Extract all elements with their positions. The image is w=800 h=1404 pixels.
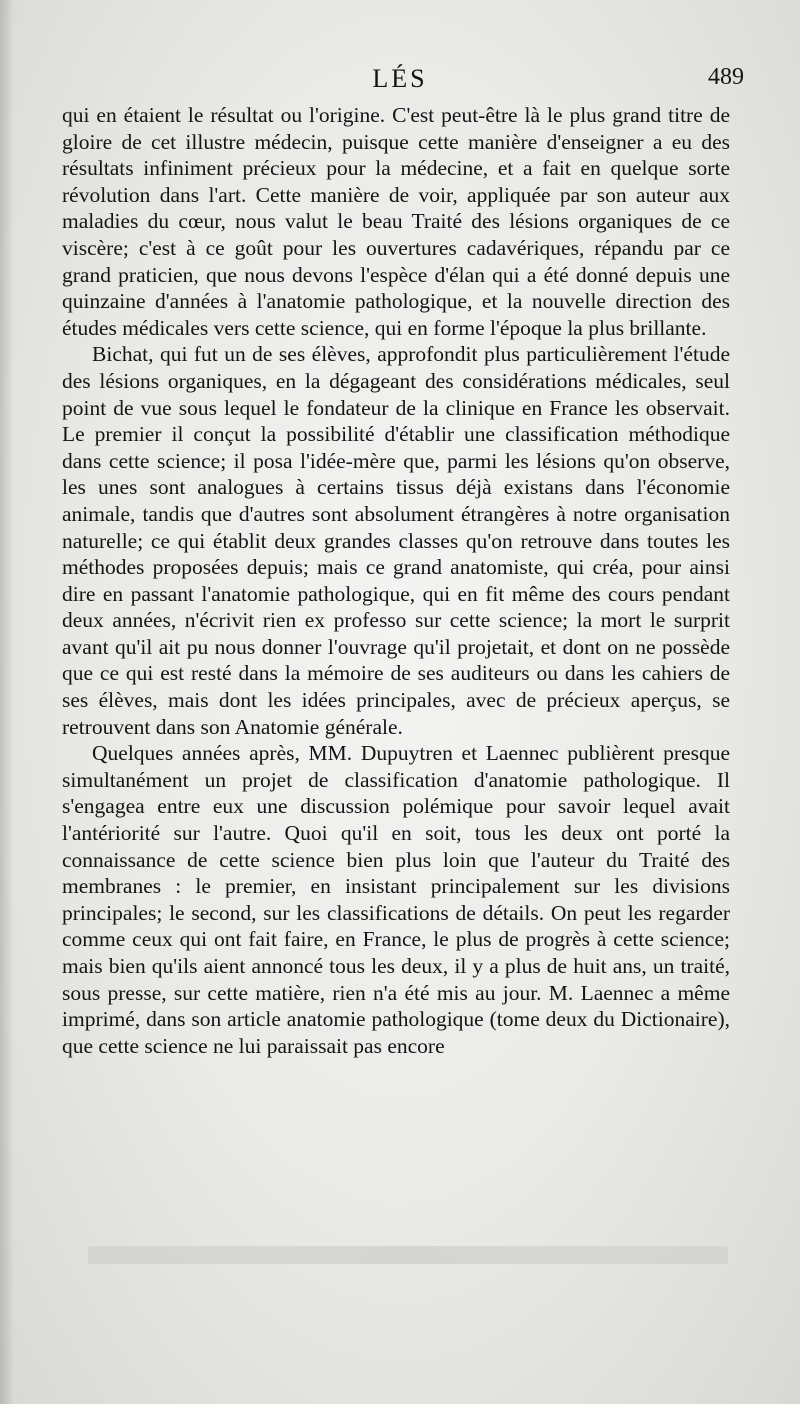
page-edge-shadow (0, 0, 14, 1404)
faded-show-through-line (88, 1246, 728, 1264)
paragraph-2: Bichat, qui fut un de ses élèves, approfondit plus particulièrement l'étude des lésions organiques, en la dégageant des considérations médicales, seul point de vue sous lequel le fondateur de la clinique en France les observait. Le premier il conçut la possibilité d'établir une classification méthodique dans cette science; il posa l'idée-mère que, parmi les lésions qu'on observe, les unes sont analogues à certains tissus déjà existans dans l'économie animale, tandis que d'autres sont absolument étrangères à notre organisation naturelle; ce qui établit deux grandes classes qu'on retrouve dans toutes les méthodes proposées depuis; mais ce grand anatomiste, qui créa, pour ainsi dire en passant l'anatomie pathologique, qui en fit même des cours pendant deux années, n'écrivit rien ex professo sur cette science; la mort le surprit avant qu'il ait pu nous donner l'ouvrage qu'il projetait, et dont on ne possède que ce qui est resté dans la mémoire de ses auditeurs ou dans les cahiers de ses élèves, mais dont les idées principales, avec de précieux aperçus, se retrouvent dans son Anatomie générale. (62, 342, 730, 739)
page-header (0, 60, 800, 100)
paragraph-3: Quelques années après, MM. Dupuytren et Laennec publièrent presque simultanément un projet de classification d'anatomie pathologique. Il s'engagea entre eux une discussion polémique pour savoir lequel avait l'antériorité sur l'autre. Quoi qu'il en soit, tous les deux ont porté la connaissance de cette science bien plus loin que l'auteur du Traité des membranes : le premier, en insistant principalement sur les divisions principales; le second, sur les classifications de détails. On peut les regarder comme ceux qui ont fait faire, en France, le plus de progrès à cette science; mais bien qu'ils aient annoncé tous les deux, il y a plus de huit ans, un traité, sous presse, sur cette matière, rien n'a été mis au jour. M. Laennec a même imprimé, dans son article anatomie pathologique (tome deux du Dictionaire), que cette science ne lui paraissait pas encore (62, 741, 730, 1058)
body-text (62, 102, 730, 1059)
page-number: 489 (708, 64, 744, 90)
paragraph-1: qui en étaient le résultat ou l'origine. C'est peut-être là le plus grand titre de gloire de cet illustre médecin, puisque cette manière d'enseigner a eu des résultats infiniment précieux pour la médecine, et a fait en quelque sorte révolution dans l'art. Cette manière de voir, appliquée par son auteur aux maladies du cœur, nous valut le beau Traité des lésions organiques de ce viscère; c'est à ce goût pour les ouvertures cadavériques, répandu par ce grand praticien, que nous devons l'espèce d'élan qui a été donné depuis une quinzaine d'années à l'anatomie pathologique, et la nouvelle direction des études médicales vers cette science, qui en forme l'époque la plus brillante. (62, 103, 730, 340)
running-head: LÉS (372, 64, 428, 93)
